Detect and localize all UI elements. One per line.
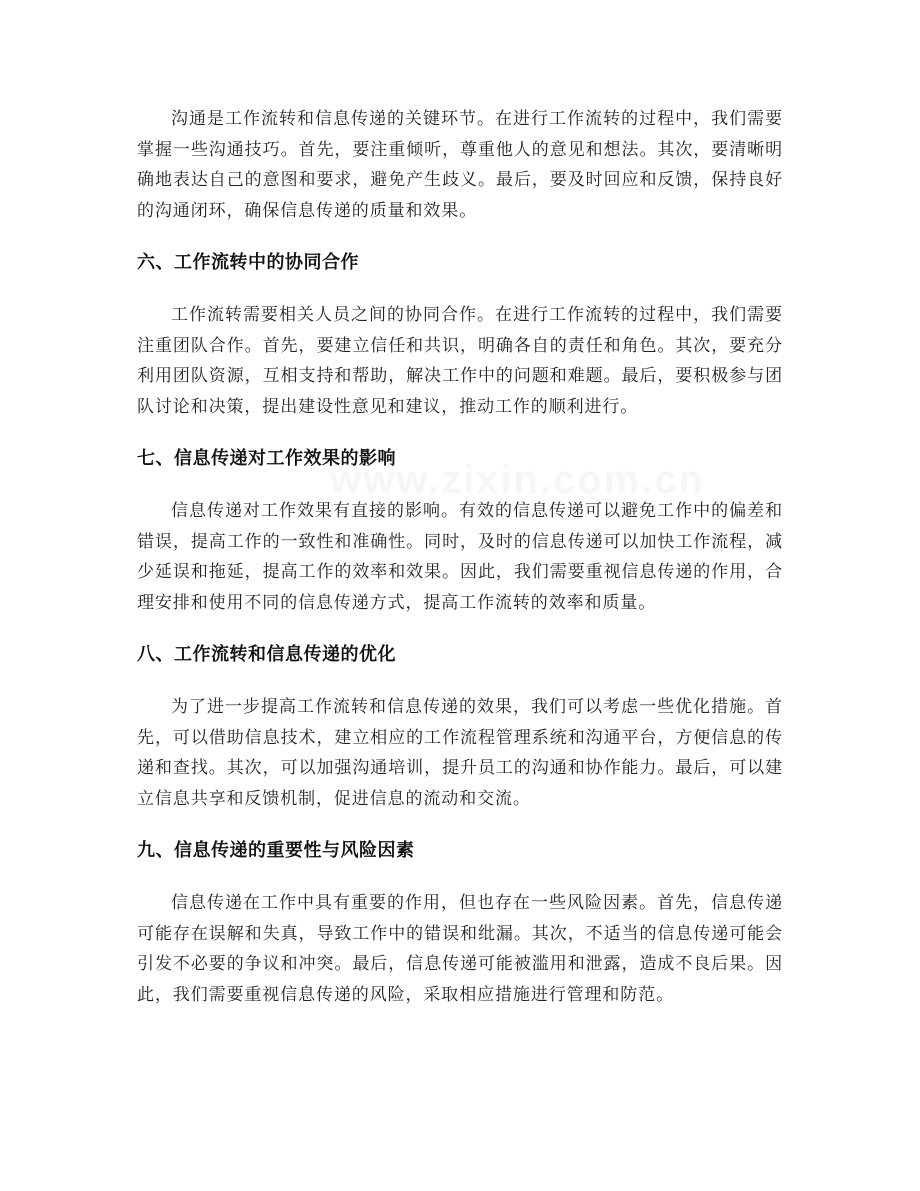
section-heading-9: 九、信息传递的重要性与风险因素 xyxy=(137,840,415,861)
section-paragraph-7: 信息传递对工作效果有直接的影响。有效的信息传递可以避免工作中的偏差和错误，提高工作的一致性和准确性。同时，及时的信息传递可以加快工作流程，减少延误和拖延，提高工作的效率和效果。因此，我们需要重视信息传递的作用，合理安排和使用不同的信息传递方式，提高工作流转的效率和质量。 xyxy=(137,501,783,613)
section-paragraph-9: 信息传递在工作中具有重要的作用，但也存在一些风险因素。首先，信息传递可能存在误解和失真，导致工作中的错误和纰漏。其次，不适当的信息传递可能会引发不必要的争议和冲突。最后，信息传递可能被滥用和泄露，造成不良后果。因此，我们需要重视信息传递的风险，采取相应措施进行管理和防范。 xyxy=(137,893,783,1005)
watermark: www.zixin.com.cn xyxy=(330,458,706,502)
intro-paragraph: 沟通是工作流转和信息传递的关键环节。在进行工作流转的过程中，我们需要掌握一些沟通技巧。首先，要注重倾听，尊重他人的意见和想法。其次，要清晰明确地表达自己的意图和要求，避免产生歧义。最后，要及时回应和反馈，保持良好的沟通闭环，确保信息传递的质量和效果。 xyxy=(137,109,783,221)
section-paragraph-8: 为了进一步提高工作流转和信息传递的效果，我们可以考虑一些优化措施。首先，可以借助信息技术，建立相应的工作流程管理系统和沟通平台，方便信息的传递和查找。其次，可以加强沟通培训，提升员工的沟通和协作能力。最后，可以建立信息共享和反馈机制，促进信息的流动和交流。 xyxy=(137,697,783,809)
document-body xyxy=(137,104,783,1010)
section-heading-8: 八、工作流转和信息传递的优化 xyxy=(137,644,396,665)
section-heading-7: 七、信息传递对工作效果的影响 xyxy=(137,448,396,469)
section-paragraph-6: 工作流转需要相关人员之间的协同合作。在进行工作流转的过程中，我们需要注重团队合作。首先，要建立信任和共识，明确各自的责任和角色。其次，要充分利用团队资源，互相支持和帮助，解决工作中的问题和难题。最后，要积极参与团队讨论和决策，提出建设性意见和建议，推动工作的顺利进行。 xyxy=(137,305,783,417)
section-heading-6: 六、工作流转中的协同合作 xyxy=(137,252,359,273)
